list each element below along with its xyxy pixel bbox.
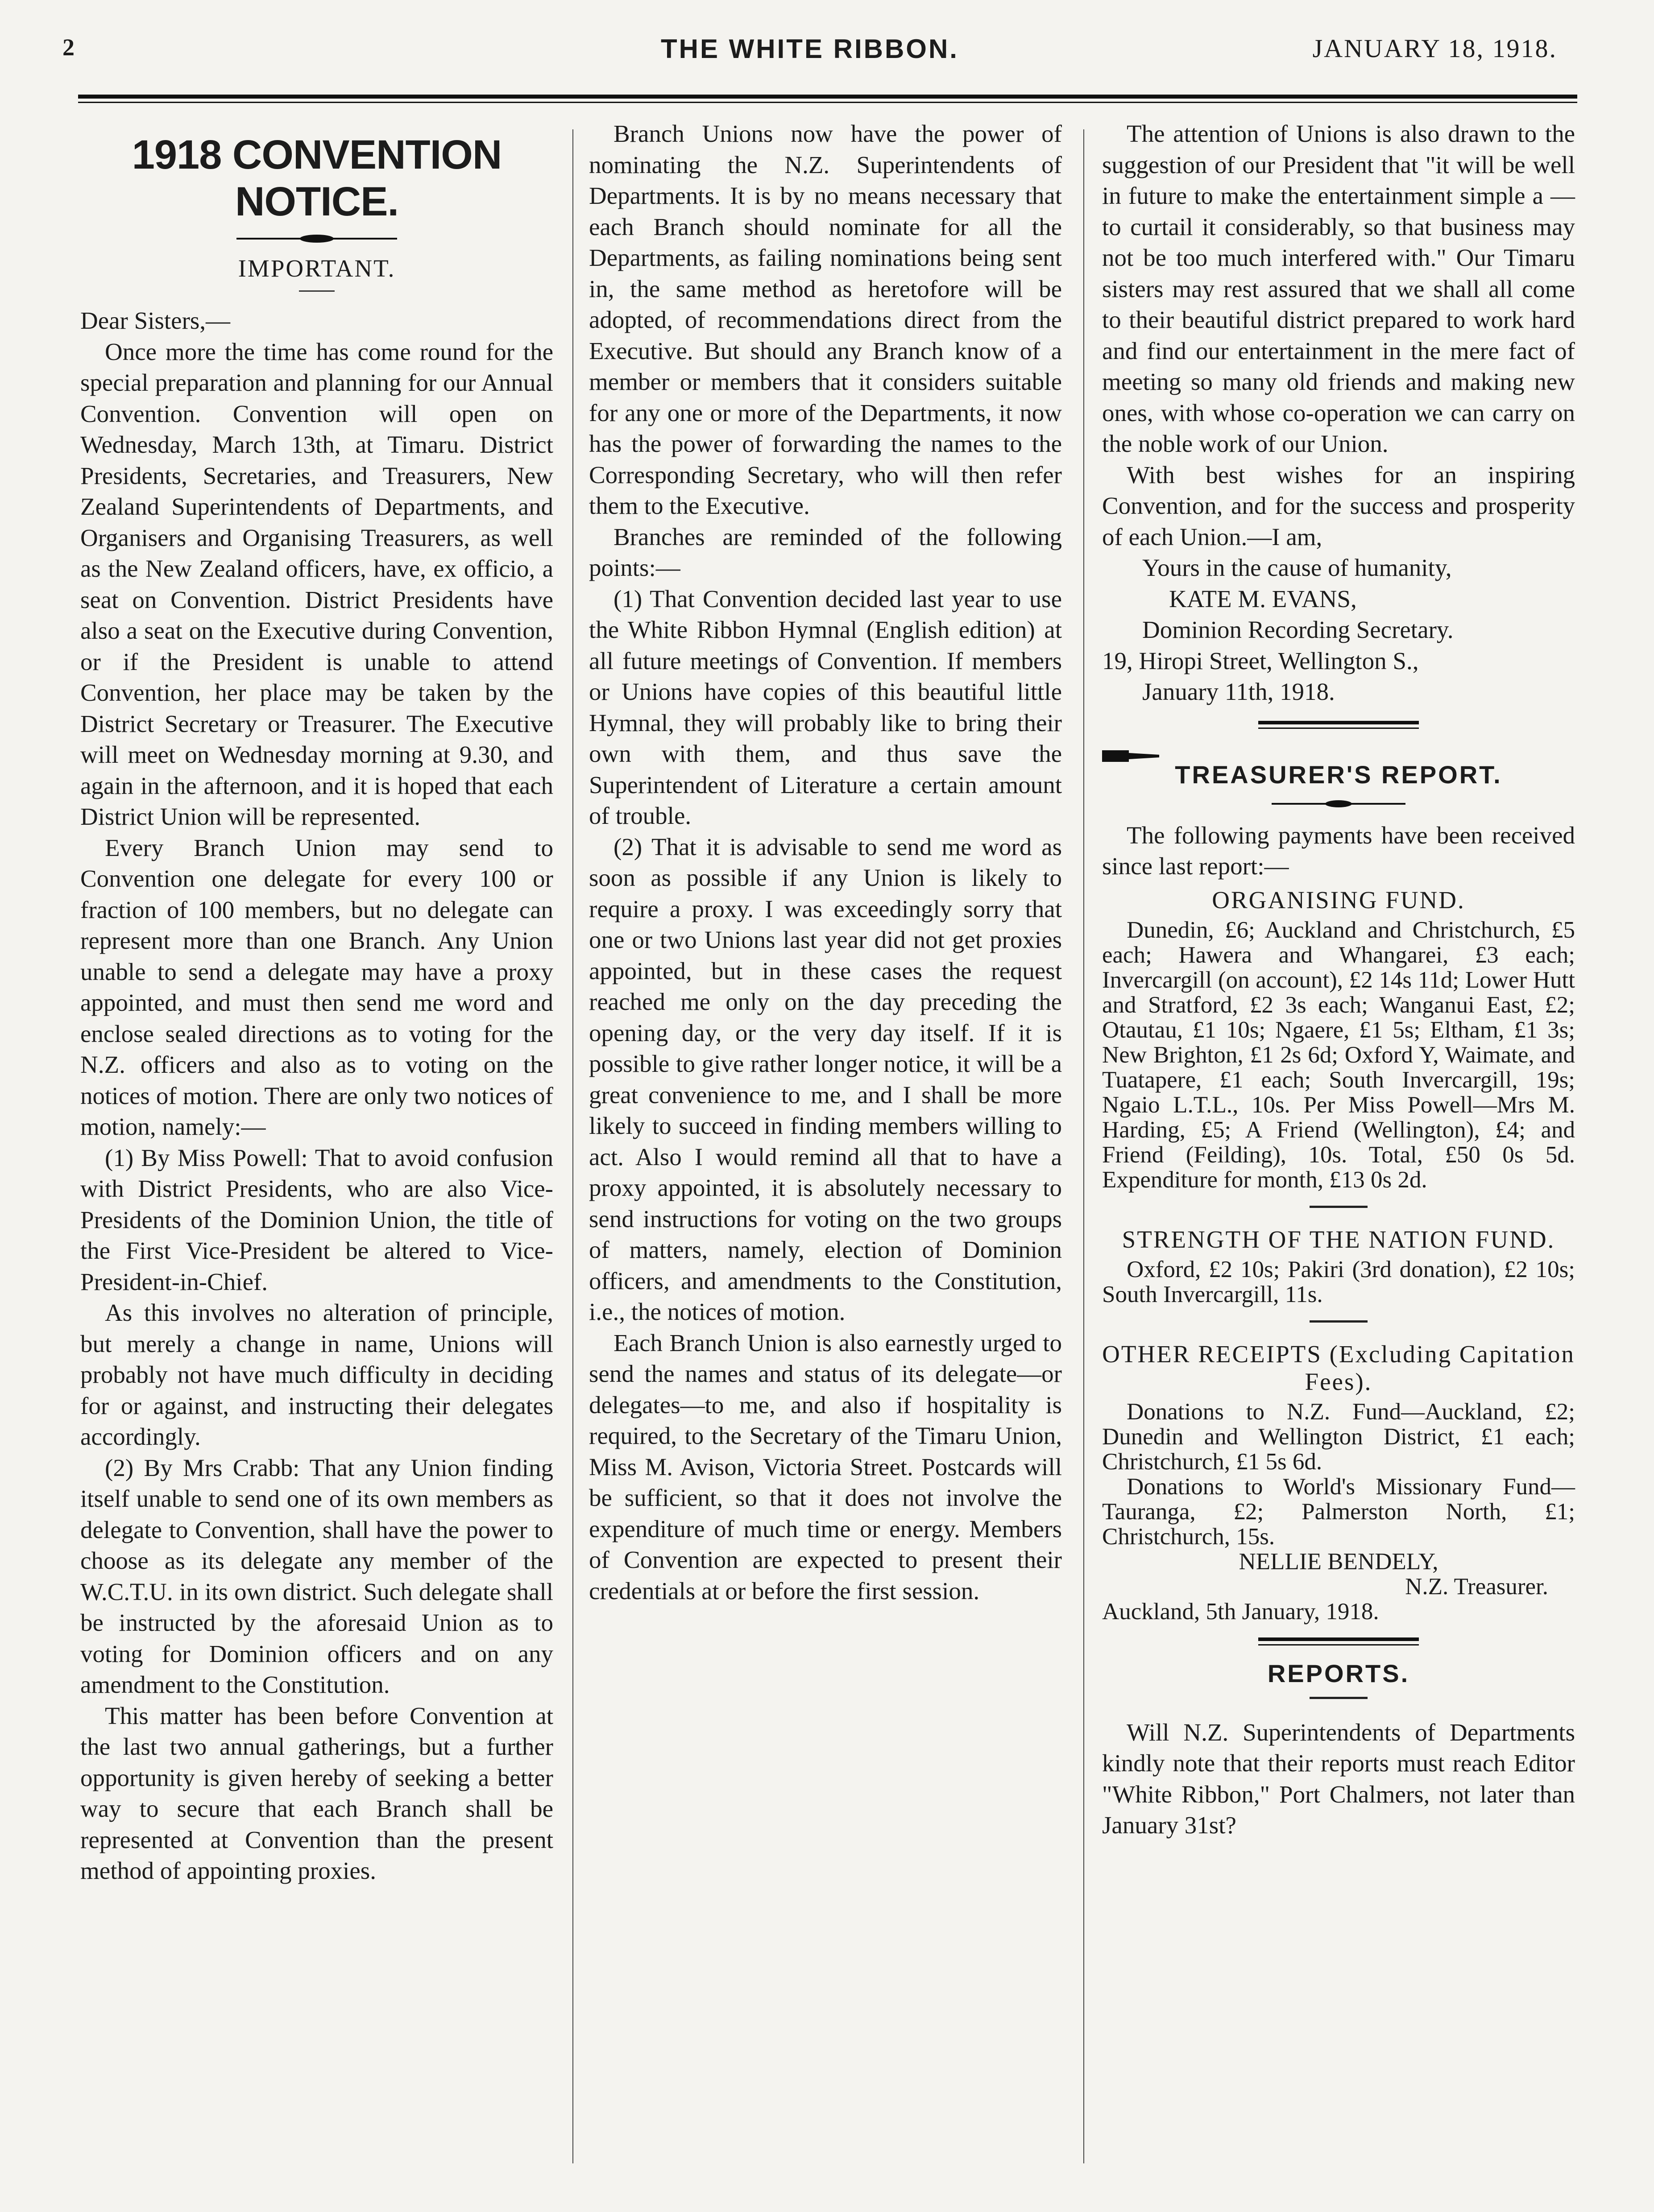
signature-title: Dominion Recording Secretary. bbox=[1142, 616, 1454, 643]
column-separator bbox=[572, 129, 573, 2163]
paragraph: Once more the time has come round for the special preparation and planning for our Annual Convention. Convention will open on Wednesday, March 13th, at Timaru. District Presidents, Secretaries, and Treasurers, New Zealand Superintendents of Departments, and Organisers and Organising Treasurers, as well as the New Zealand officers, have, ex officio, a seat on Convention. District Presidents have also a seat on the Executive during Convention, or if the President is unable to attend Convention, her place may be taken by the District Secretary or Treasurer. The Executive will meet on Wednesday morning at 9.30, and again in the afternoon, and it is hoped that each District Union will be represented. bbox=[80, 338, 553, 830]
ornament-rule-icon bbox=[1272, 799, 1405, 808]
short-rule bbox=[1310, 1206, 1368, 1208]
organising-fund-title: ORGANISING FUND. bbox=[1212, 886, 1465, 914]
header-rule-thin bbox=[78, 102, 1577, 103]
column-3 bbox=[1102, 118, 1575, 1841]
header-rule-thick bbox=[78, 95, 1577, 99]
strength-fund bbox=[1102, 1226, 1575, 1307]
paragraph: The attention of Unions is also drawn to the suggestion of our President that "it will be well in future to make the entertainment simple a — to curtail it considerably, so that business may not be too much interfered with." Our Timaru sisters may rest assured that we shall all come to their beautiful district prepared to work hard and find our entertainment in the mere fact of meeting so many old friends and making new ones, with whose co-operation we can carry on the noble work of our Union. bbox=[1102, 120, 1575, 457]
treasurer-intro: The following payments have been received since last report:— bbox=[1102, 821, 1575, 880]
treasurer-place-date: Auckland, 5th January, 1918. bbox=[1102, 1598, 1379, 1625]
column-1 bbox=[80, 118, 553, 1886]
short-rule bbox=[299, 290, 335, 292]
closing: Yours in the cause of humanity, bbox=[1142, 554, 1452, 581]
other-receipts-text: Donations to N.Z. Fund—Auckland, £2; Dunedin and Wellington District, £1 each; Christchurch, £1 5s 6d. bbox=[1102, 1398, 1575, 1475]
paragraph: As this involves no alteration of principle, but merely a change in name, Unions will probably not have much difficulty in deciding for or against, and instructing their delegates accordingly. bbox=[80, 1299, 553, 1450]
column-2 bbox=[589, 118, 1062, 1606]
treasurer-report-title: TREASURER'S REPORT. bbox=[1175, 760, 1502, 789]
important-subtitle: IMPORTANT. bbox=[238, 255, 396, 282]
organising-fund-text: Dunedin, £6; Auckland and Christchurch, £5 each; Hawera and Whangarei, £3 each; Invercargill (on account), £2 14s 11d; Lower Hutt and Stratford, £2 3s each; Wanganui East, £2; Otautau, £1 10s; Ngaere, £1 5s; Eltham, £1 3s; New Brighton, £1 2s 6d; Oxford Y, Waimate, and Tuatapere, £1 each; South Invercargill, 19s; Ngaio L.T.L., 10s. Per Miss Powell—Mrs M. Harding, £5; A Friend (Wellington), £4; and Friend (Feilding), 10s. Total, £50 0s 5d. Expenditure for month, £13 0s 2d. bbox=[1102, 917, 1575, 1193]
paragraph: Branch Unions now have the power of nominating the N.Z. Superintendents of Departments. It is by no means necessary that each Branch should nominate for all the Departments, as failing nominations being sent in, the same method as heretofore will be adopted, of recommendations direct from the Executive. But should any Branch know of a member or members that it considers suitable for any one or more of the Departments, it now has the power of forwarding the names to the Corresponding Secretary, who will then refer them to the Executive. bbox=[589, 120, 1062, 519]
paragraph: Branches are reminded of the following points:— bbox=[589, 523, 1062, 581]
address: 19, Hiropi Street, Wellington S., bbox=[1102, 647, 1419, 674]
page-header bbox=[62, 33, 1557, 65]
paragraph: This matter has been before Convention at the last two annual gatherings, but a further opportunity is given hereby of seeking a better way to secure that each Branch shall be represented at Convention than the present method of appointing proxies. bbox=[80, 1702, 553, 1884]
letter-date: January 11th, 1918. bbox=[1142, 678, 1335, 705]
motion-paragraph: (2) By Mrs Crabb: That any Union finding itself unable to send one of its own members as delegate to Convention, shall have the power to choose as its delegate any member of the W.C.T.U. in its own district. Such delegate shall be instructed by the aforesaid Union as to voting for Dominion officers and on any amendment to the Constitution. bbox=[80, 1454, 553, 1698]
strength-fund-title: STRENGTH OF THE NATION FUND. bbox=[1122, 1225, 1555, 1253]
treasurer-signature-name: NELLIE BENDELY, bbox=[1239, 1548, 1438, 1575]
strength-fund-text: Oxford, £2 10s; Pakiri (3rd donation), £2 10s; South Invercargill, 11s. bbox=[1102, 1256, 1575, 1307]
page-number: 2 bbox=[62, 34, 75, 61]
issue-date: JANUARY 18, 1918. bbox=[1312, 34, 1557, 63]
organising-fund bbox=[1102, 886, 1575, 1192]
other-receipts bbox=[1102, 1340, 1575, 1624]
ornament-rule-icon bbox=[236, 234, 397, 243]
treasurer-signature-title: N.Z. Treasurer. bbox=[1405, 1573, 1548, 1600]
reports-title: REPORTS. bbox=[1267, 1659, 1410, 1687]
other-receipts-title: OTHER RECEIPTS (Excluding Capitation Fees). bbox=[1102, 1340, 1575, 1395]
paragraph: Every Branch Union may send to Convention one delegate for every 100 or fraction of 100 members, but no delegate can represent more than one Branch. Any Union unable to send a delegate may have a proxy appointed, and must then send me word and enclose sealed directions as to voting for the N.Z. officers and also as to voting on the notices of motion. There are only two notices of motion, namely:— bbox=[80, 834, 553, 1140]
column-separator bbox=[1083, 129, 1084, 2163]
point-paragraph: (1) That Convention decided last year to use the White Ribbon Hymnal (English edition) at all future meetings of Convention. If members or Unions have copies of this beautiful little Hymnal, they will probably like to bring their own with them, and thus save the Superintendent of Literature a certain amount of trouble. bbox=[589, 585, 1062, 829]
other-receipts-text: Donations to World's Missionary Fund—Tauranga, £2; Palmerston North, £1; Christchurch, 15s. bbox=[1102, 1473, 1575, 1550]
motion-paragraph: (1) By Miss Powell: That to avoid confusion with District Presidents, who are also Vice-Presidents of the Dominion Union, the title of the First Vice-President be altered to Vice-President-in-Chief. bbox=[80, 1144, 553, 1295]
section-divider bbox=[1258, 1637, 1419, 1646]
short-rule bbox=[1310, 1697, 1368, 1699]
section-divider bbox=[1258, 721, 1419, 729]
convention-title: 1918 CONVENTION NOTICE. bbox=[132, 132, 502, 224]
newspaper-title: THE WHITE RIBBON. bbox=[661, 34, 959, 64]
point-paragraph: (2) That it is advisable to send me word as soon as possible if any Union is likely to require a proxy. I was exceedingly sorry that one or two Unions last year did not get proxies appointed, but in these cases the request reached me only on the day preceding the opening day, or the very day itself. If it is possible to give rather longer notice, it will be a great convenience to me, and I shall be more likely to succeed in finding members willing to act. Also I would remind all that to have a proxy appointed, it is absolutely necessary to send instructions for voting on the two groups of matters, namely, election of Dominion officers, and amendments to the Constitution, i.e., the notices of motion. bbox=[589, 833, 1062, 1325]
pointing-hand-icon bbox=[1102, 747, 1160, 765]
paragraph: With best wishes for an inspiring Convention, and for the success and prosperity of each Union.—I am, bbox=[1102, 461, 1575, 550]
reports-text: Will N.Z. Superintendents of Departments kindly note that their reports must reach Editor "White Ribbon," Port Chalmers, not later than January 31st? bbox=[1102, 1718, 1575, 1839]
salutation: Dear Sisters,— bbox=[80, 307, 231, 334]
signature-name: KATE M. EVANS, bbox=[1169, 585, 1357, 612]
treasurer-heading bbox=[1102, 742, 1575, 791]
short-rule bbox=[1310, 1320, 1368, 1323]
paragraph: Each Branch Union is also earnestly urged to send the names and status of its delegate—or delegates—to me, and also if hospitality is required, to the Secretary of the Timaru Union, Miss M. Avison, Victoria Street. Postcards will be sufficient, so that it does not involve the expenditure of much time or energy. Members of Convention are expected to present their credentials at or before the first session. bbox=[589, 1329, 1062, 1604]
